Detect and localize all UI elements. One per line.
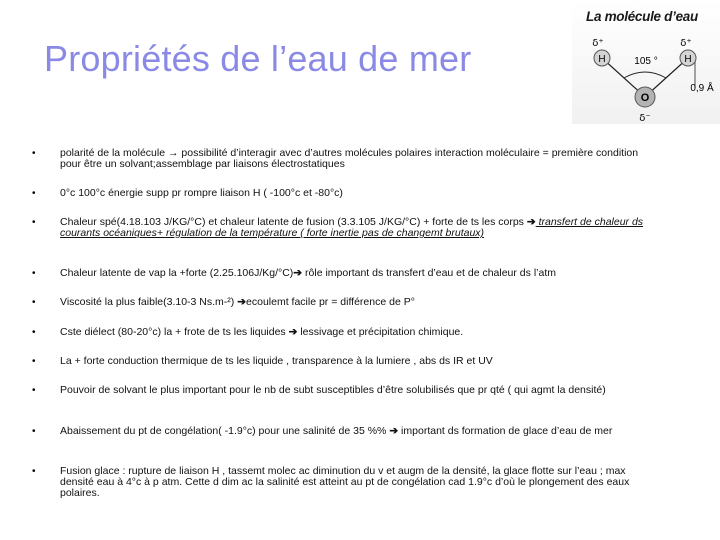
bullet-text: La + forte conduction thermique de ts les liquide , transparence à la lumiere , abs ds IR et UV <box>60 355 493 367</box>
bullet-marker: • <box>32 217 36 228</box>
bullet-text-part: Viscosité la plus faible(3.10-3 Ns.m-²) <box>60 296 238 308</box>
bullet-marker: • <box>32 466 36 477</box>
bullet-text-part: Chaleur latente de vap la +forte (2.25.106J/Kg/°C) <box>60 267 294 279</box>
bullet-marker: • <box>32 268 36 279</box>
arrow-icon: ➔ <box>237 296 247 308</box>
bullet-text-part: rôle important ds transfert d’eau et de chaleur ds l’atm <box>302 267 556 279</box>
bullet-marker: • <box>32 327 36 338</box>
bullet-text-part: lessivage et précipitation chimique. <box>297 326 464 338</box>
bullet-text: 0°c 100°c énergie supp pr rompre liaison H ( -100°c et -80°c) <box>60 187 343 199</box>
bullet-text-underlined: transfert de chaleur ds courants océaniques+ régulation de la température ( forte inertie pas de changemt brutaux) <box>60 216 644 239</box>
angle-label: 105 ° <box>634 56 658 67</box>
bullet-marker: • <box>32 148 36 159</box>
bullet-text: Fusion glace : rupture de liaison H , tassemt molec ac diminution du v et augm de la densité, la glace flotte sur l’eau ; max densité eau à 4°c à p atm. Cette d dim ac la salinité est atteint au pt de congélation cad 1.9°c d’où le plongement des eaux polaires. <box>60 465 630 499</box>
delta-plus-left: δ⁺ <box>592 38 604 49</box>
delta-minus: δ⁻ <box>639 113 651 124</box>
page-title: Propriétés de l’eau de mer <box>44 38 472 79</box>
bullet-marker: • <box>32 426 36 437</box>
bullet-text-part: Cste diélect (80-20°c) la + frote de ts les liquides <box>60 326 289 338</box>
bullet-text <box>60 217 652 239</box>
h-right-label: H <box>684 54 692 65</box>
bullet-text <box>60 327 652 338</box>
o-label: O <box>640 92 650 104</box>
delta-plus-right: δ⁺ <box>680 38 692 49</box>
bullet-text-part: Chaleur spé(4.18.103 J/KG/°C) et chaleur latente de fusion (3.3.105 J/KG/°C) + forte de ts les corps <box>60 216 527 228</box>
h-left-label: H <box>598 54 606 65</box>
bullet-text-part: important ds formation de glace d’eau de mer <box>398 425 613 437</box>
bullet-text <box>60 268 652 279</box>
arrow-icon: ➔ <box>389 425 399 437</box>
arrow-icon: ➔ <box>293 267 303 279</box>
bullet-text-part: ecoulemt facile pr = différence de P° <box>246 296 415 308</box>
bullet-marker: • <box>32 356 36 367</box>
bullet-text: Pouvoir de solvant le plus important pour le nb de subt susceptibles d’être solubilisés que pr qté ( qui agmt la densité) <box>60 384 606 396</box>
bullet-text: polarité de la molécule → possibilité d’interagir avec d’autres molécules polaires interaction moléculaire = première condition pour être un solvant;assemblage par liaisons électrostatiques <box>60 147 639 170</box>
bullet-text <box>60 426 652 437</box>
molecule-caption: La molécule d’eau <box>586 9 698 24</box>
bullet-marker: • <box>32 385 36 396</box>
arrow-icon: ➔ <box>526 216 536 228</box>
bullet-marker: • <box>32 297 36 308</box>
arrow-icon: ➔ <box>288 326 298 338</box>
bullet-text-part: Abaissement du pt de congélation( -1.9°c) pour une salinité de 35 %% <box>60 425 390 437</box>
bullet-marker: • <box>32 188 36 199</box>
length-label: 0,9 Å <box>690 83 714 94</box>
bullet-text <box>60 297 652 308</box>
